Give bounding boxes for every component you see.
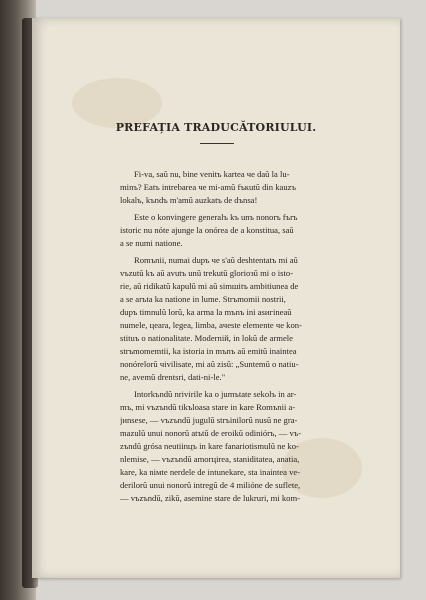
book-page <box>32 18 400 578</box>
text-line: minъ? Еatъ intrebarea че mi-amŭ fъкutŭ din kauzъ <box>120 182 296 192</box>
title-rule <box>200 143 234 144</box>
text-line: mъ, mi vъzъndŭ tikъloasa stare in kare Romъnii a- <box>120 402 296 412</box>
page-title: PREFAȚIA TRADUCĂTORIULUI. <box>115 121 317 134</box>
text-line: derilorŭ unui nonorŭ intregŭ de 4 milióne de suflete, <box>120 480 301 490</box>
body-text <box>120 168 410 505</box>
text-line: kare, ka niмte nerdele de intunekare, sta inaintea ve- <box>120 467 301 477</box>
text-line: nlemise, — vъzъndŭ amorцirea, staniditatea, anatia, <box>120 454 300 464</box>
text-line: rie, aŭ ridikatŭ kapulŭ mi aŭ simшitъ ambitiunea de <box>120 281 299 291</box>
text-line: stituъ o nationalitate. Moderniй, in lokŭ de armele <box>120 333 293 343</box>
text-line: jиnsese, — vъzъndŭ jugulŭ strъinilorŭ nusŭ ne gra- <box>120 415 298 425</box>
text-line: zъndŭ grósa neutiinцъ in kare fanariotismulŭ ne ko- <box>120 441 299 451</box>
text-line: numele, цеara, legea, limba, aчeste elemente че kon- <box>120 320 302 330</box>
text-line: istoric nu nóte ajunge la onórea de a konstitua, saŭ <box>120 225 294 235</box>
text-line: nonórelorŭ чivilisate, mi aŭ zisŭ: „Suntemŭ o natiu- <box>120 359 299 369</box>
text-line: — vъzъndŭ, zikŭ, asemine stare de lukruri, mi kom- <box>120 493 301 503</box>
text-line: Este o konvingere generalъ kъ unъ nonorъ fъrъ <box>134 212 298 222</box>
text-line: lokalъ, kъndъ m'amŭ auzkatъ de dъnsa! <box>120 195 258 205</box>
text-line: mazulŭ unui nonorŭ atъtŭ de eroikŭ odiniórъ, — vъ- <box>120 428 302 438</box>
text-line: strъmomemtii, ka istoria in mъnъ aŭ emitŭ inaintea <box>120 346 297 356</box>
text-line: Intorkъndŭ nrivirile ka o jumъtate sekolъ in ar- <box>134 389 297 399</box>
text-line: vъzutŭ kъ aŭ avutъ unŭ trekutŭ glorioзŭ mi o isto- <box>120 268 294 278</box>
text-line: Fi-va, saŭ nu, bine venitъ kartea че daŭ la lu- <box>134 169 290 179</box>
text-line: Romъnii, numai dupъ че s'aŭ deshtentatъ mi aŭ <box>134 255 298 265</box>
text-line: a se arъta ka natione in lume. Strъmomii nostrii, <box>120 294 286 304</box>
text-line: a se numi nationе. <box>120 238 183 248</box>
text-line: dupъ timnulŭ lorŭ, ka arma la mъnъ ini asигineaŭ <box>120 307 292 317</box>
text-line: ne, avemŭ drentsri, dati-ni-le." <box>120 372 226 382</box>
